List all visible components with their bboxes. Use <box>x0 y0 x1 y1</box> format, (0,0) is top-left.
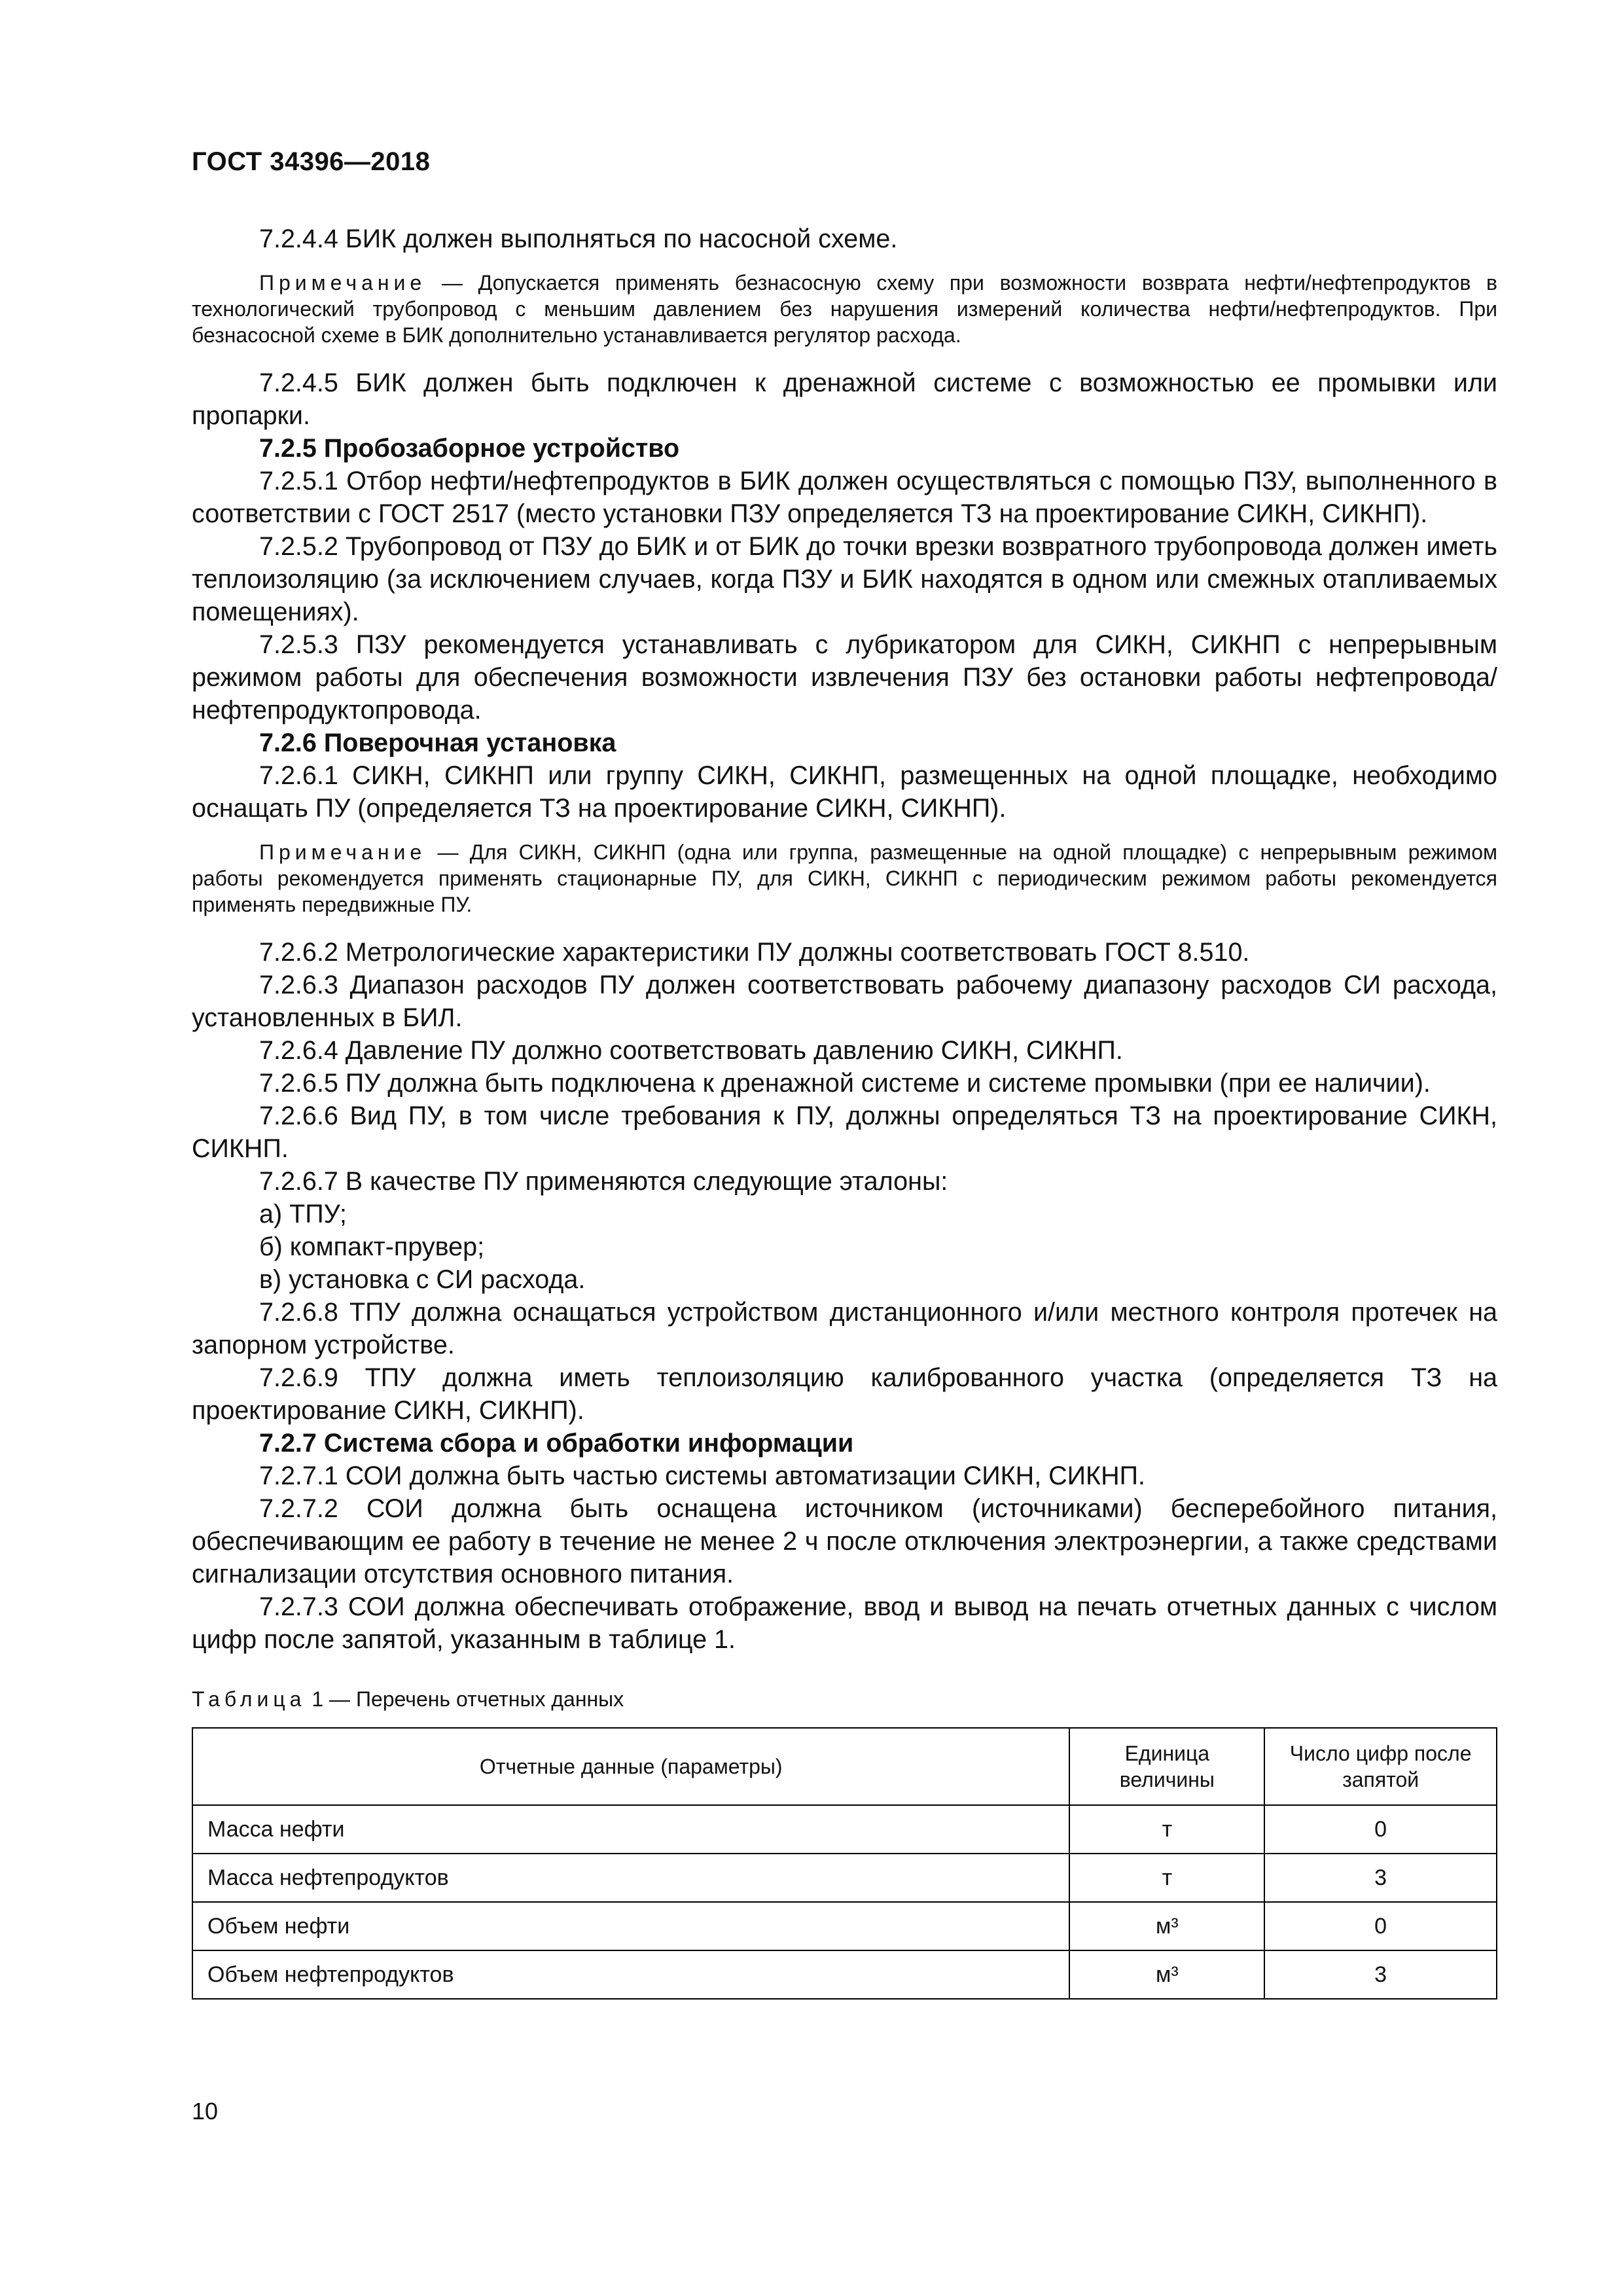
document-header: ГОСТ 34396—2018 <box>192 147 431 176</box>
table-row <box>192 1805 1497 1854</box>
table-cell: м³ <box>1069 1950 1264 1999</box>
clause-7-2-5-3: 7.2.5.3 ПЗУ рекомендуется устанавливать с лубрикатором для СИКН, СИКНП с непрерывным режимом работы для обеспечения возможности извлечения ПЗУ без остановки работы нефтепровода/нефтепродуктопровода. <box>192 630 1497 725</box>
page-content <box>192 223 1497 2000</box>
table-cell: 0 <box>1264 1902 1497 1950</box>
clause-7-2-6-4: 7.2.6.4 Давление ПУ должно соответствовать давлению СИКН, СИКНП. <box>259 1036 1123 1065</box>
table-caption <box>192 1687 1497 1712</box>
table-caption-label: Таблица <box>192 1687 306 1711</box>
list-item: в) установка с СИ расхода. <box>259 1265 586 1294</box>
table-cell: 3 <box>1264 1854 1497 1902</box>
column-header-decimals: Число цифр после запятой <box>1264 1728 1497 1805</box>
table-row <box>192 1902 1497 1950</box>
clause-7-2-5-2: 7.2.5.2 Трубопровод от ПЗУ до БИК и от БИК до точки врезки возвратного трубопровода должен иметь теплоизоляцию (за исключением случаев, когда ПЗУ и БИК находятся в одном или смежных отапливаемых помещениях). <box>192 532 1497 626</box>
list-item: а) ТПУ; <box>259 1200 347 1229</box>
column-header-unit: Единица величины <box>1069 1728 1264 1805</box>
clause-7-2-6-2: 7.2.6.2 Метрологические характеристики ПУ должны соответствовать ГОСТ 8.510. <box>259 938 1250 967</box>
clause-7-2-7-3: 7.2.7.3 СОИ должна обеспечивать отображение, ввод и вывод на печать отчетных данных с числом цифр после запятой, указанным в таблице 1. <box>192 1592 1497 1654</box>
clause-7-2-6-1: 7.2.6.1 СИКН, СИКНП или группу СИКН, СИКНП, размещенных на одной площадке, необходимо оснащать ПУ (определяется ТЗ на проектирование СИКН, СИКНП). <box>192 761 1497 823</box>
table-cell: Масса нефти <box>192 1805 1069 1854</box>
table-header-row <box>192 1728 1497 1805</box>
clause-7-2-6-5: 7.2.6.5 ПУ должна быть подключена к дренажной системе и системе промывки (при ее наличии). <box>259 1069 1431 1098</box>
table-caption-text: 1 — Перечень отчетных данных <box>306 1687 624 1711</box>
section-heading-7-2-5: 7.2.5 Пробозаборное устройство <box>259 434 680 463</box>
section-heading-7-2-7: 7.2.7 Система сбора и обработки информации <box>259 1429 854 1458</box>
table-cell: м³ <box>1069 1902 1264 1950</box>
clause-7-2-6-7: 7.2.6.7 В качестве ПУ применяются следующие эталоны: <box>259 1167 948 1196</box>
clause-7-2-7-2: 7.2.7.2 СОИ должна быть оснащена источником (источниками) бесперебойного питания, обеспечивающим ее работу в течение не менее 2 ч после отключения электроэнергии, а также средствами сигнализации отсутствия основного питания. <box>192 1494 1497 1588</box>
list-item: б) компакт-прувер; <box>259 1232 485 1261</box>
note-label: Примечание <box>259 840 427 864</box>
table-cell: Масса нефтепродуктов <box>192 1854 1069 1902</box>
clause-7-2-6-3: 7.2.6.3 Диапазон расходов ПУ должен соответствовать рабочему диапазону расходов СИ расхода, установленных в БИЛ. <box>192 971 1497 1032</box>
page-number: 10 <box>192 2098 219 2125</box>
table-cell: т <box>1069 1805 1264 1854</box>
note-2 <box>192 839 1497 918</box>
table-cell: Объем нефтепродуктов <box>192 1950 1069 1999</box>
table-cell: 3 <box>1264 1950 1497 1999</box>
clause-7-2-6-6: 7.2.6.6 Вид ПУ, в том числе требования к ПУ, должны определяться ТЗ на проектирование СИКН, СИКНП. <box>192 1102 1497 1163</box>
table-cell: Объем нефти <box>192 1902 1069 1950</box>
note-text: — Для СИКН, СИКНП (одна или группа, размещенные на одной площадке) с непрерывным режимом работы рекомендуется применять стационарные ПУ, для СИКН, СИКНП с периодическим режимом работы рекомендуется применять передвижные ПУ. <box>192 840 1497 916</box>
clause-7-2-6-9: 7.2.6.9 ТПУ должна иметь теплоизоляцию калиброванного участка (определяется ТЗ на проектирование СИКН, СИКНП). <box>192 1363 1497 1425</box>
table-cell: т <box>1069 1854 1264 1902</box>
column-header-parameters: Отчетные данные (параметры) <box>192 1728 1069 1805</box>
note-1 <box>192 270 1497 348</box>
clause-7-2-4-4: 7.2.4.4 БИК должен выполняться по насосной схеме. <box>259 224 898 253</box>
clause-7-2-5-1: 7.2.5.1 Отбор нефти/нефтепродуктов в БИК должен осуществляться с помощью ПЗУ, выполненного в соответствии с ГОСТ 2517 (место установки ПЗУ определяется ТЗ на проектирование СИКН, СИКНП). <box>192 467 1497 528</box>
section-heading-7-2-6: 7.2.6 Поверочная установка <box>259 728 616 757</box>
clause-7-2-7-1: 7.2.7.1 СОИ должна быть частью системы автоматизации СИКН, СИКНП. <box>259 1462 1145 1490</box>
note-text: — Допускается применять безнасосную схему при возможности возврата нефти/нефтепродуктов в технологический трубопровод с меньшим давлением без нарушения измерений количества нефти/нефтепродуктов. При безнасосной схеме в БИК дополнительно устанавливается регулятор расхода. <box>192 271 1497 347</box>
table-cell: 0 <box>1264 1805 1497 1854</box>
clause-7-2-4-5: 7.2.4.5 БИК должен быть подключен к дренажной системе с возможностью ее промывки или пропарки. <box>192 368 1497 430</box>
table-row <box>192 1950 1497 1999</box>
note-label: Примечание <box>259 271 427 295</box>
reporting-data-table <box>192 1727 1497 2000</box>
table-row <box>192 1854 1497 1902</box>
clause-7-2-6-8: 7.2.6.8 ТПУ должна оснащаться устройством дистанционного и/или местного контроля протечек на запорном устройстве. <box>192 1298 1497 1359</box>
